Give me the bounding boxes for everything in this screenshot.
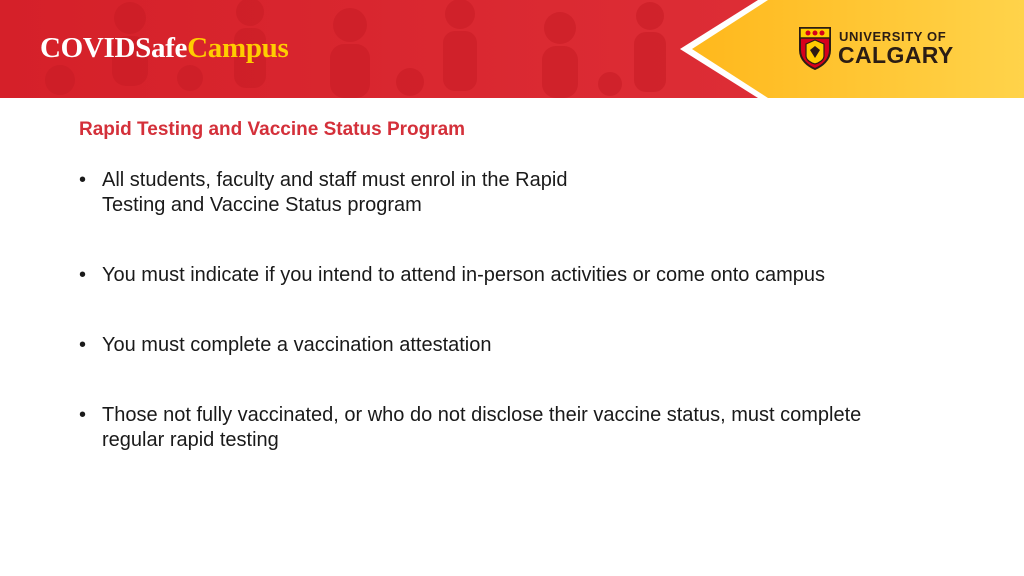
university-of-calgary-logo — [798, 26, 988, 76]
bullet-text: You must indicate if you intend to attend in-person activities or come onto campus — [102, 264, 825, 286]
bullet-list — [79, 168, 979, 453]
covidsafe-campus-logo — [40, 34, 288, 63]
bullet-item — [79, 403, 902, 453]
bullet-symbol: • — [79, 404, 87, 426]
slide-content — [79, 116, 979, 498]
bullet-text: Those not fully vaccinated, or who do not disclose their vaccine status, must complete regular rapid testing — [102, 404, 862, 451]
bullet-symbol: • — [79, 334, 87, 356]
bullet-item — [79, 263, 979, 288]
slide-heading: Rapid Testing and Vaccine Status Program — [79, 119, 466, 140]
bullet-text: All students, faculty and staff must enrol in the Rapid Testing and Vaccine Status program — [102, 169, 568, 216]
bullet-symbol: • — [79, 169, 87, 191]
brand-covidsafe-text: COVIDSafe — [40, 32, 188, 64]
university-crest-icon — [798, 26, 832, 70]
header-banner — [0, 0, 1024, 98]
bullet-item — [79, 333, 979, 358]
bullet-symbol: • — [79, 264, 87, 286]
logo-line-calgary: CALGARY — [838, 42, 954, 68]
bullet-item — [79, 168, 622, 218]
logo-line-university-of: UNIVERSITY OF — [839, 29, 947, 44]
bullet-text: You must complete a vaccination attestation — [102, 334, 492, 356]
brand-campus-text: Campus — [187, 32, 289, 64]
